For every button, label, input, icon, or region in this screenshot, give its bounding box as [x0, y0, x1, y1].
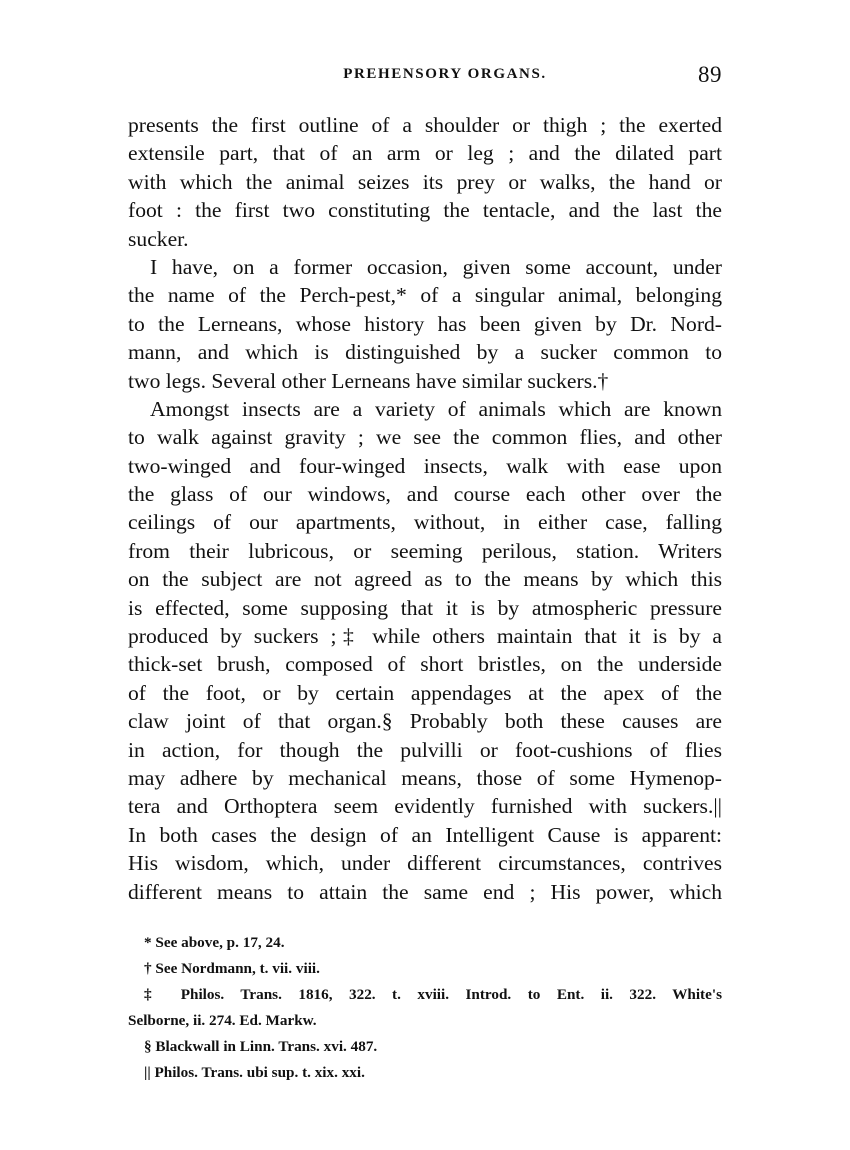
- paragraph-start-line: Amongst insects are a variety of animals which are known: [150, 396, 722, 421]
- text-line: presents the first outline of a shoulder or thigh ; the exerted: [128, 113, 722, 137]
- text-line: His wisdom, which, under different circumstances, contrives: [128, 851, 722, 876]
- footnote-continuation: Selborne, ii. 274. Ed. Markw.: [128, 1012, 317, 1029]
- text-line: to walk against gravity ; we see the common flies, and other: [128, 425, 722, 450]
- text-line: on the subject are not agreed as to the means by which this: [128, 567, 722, 592]
- text-line: sucker.: [128, 226, 189, 251]
- footnote: || Philos. Trans. ubi sup. t. xix. xxi.: [144, 1064, 365, 1081]
- text-line: in action, for though the pulvilli or foot-cushions of flies: [128, 737, 722, 762]
- text-line: with which the animal seizes its prey or walks, the hand or: [128, 169, 722, 194]
- text-line: two legs. Several other Lerneans have similar suckers.†: [128, 368, 609, 393]
- text-line: produced by suckers ;‡ while others maintain that it is by a: [128, 624, 722, 649]
- text-line: of the foot, or by certain appendages at the apex of the: [128, 680, 722, 705]
- footnote: * See above, p. 17, 24.: [144, 934, 285, 951]
- text-line: extensile part, that of an arm or leg ; and the dilated part: [128, 141, 722, 166]
- text-line: the name of the Perch-pest,* of a singular animal, belonging: [128, 283, 722, 308]
- text-line: different means to attain the same end ; His power, which: [128, 879, 722, 904]
- text-line: from their lubricous, or seeming perilous, station. Writers: [128, 538, 722, 563]
- text-line: may adhere by mechanical means, those of some Hymenop-: [128, 765, 722, 790]
- text-line: two-winged and four-winged insects, walk with ease upon: [128, 453, 722, 478]
- footnote: † See Nordmann, t. vii. viii.: [144, 960, 320, 977]
- page-number: 89: [698, 62, 722, 87]
- text-line: is effected, some supposing that it is by atmospheric pressure: [128, 595, 722, 620]
- text-line: to the Lerneans, whose history has been given by Dr. Nord-: [128, 311, 722, 336]
- running-title: PREHENSORY ORGANS.: [343, 66, 547, 82]
- body-text: [128, 111, 722, 906]
- footnote: § Blackwall in Linn. Trans. xvi. 487.: [144, 1038, 378, 1055]
- text-line: foot : the first two constituting the tentacle, and the last the: [128, 198, 722, 223]
- text-line: ceilings of our apartments, without, in either case, falling: [128, 510, 722, 535]
- running-head: [128, 62, 722, 92]
- text-line: claw joint of that organ.§ Probably both these causes are: [128, 709, 722, 734]
- text-line: mann, and which is distinguished by a sucker common to: [128, 340, 722, 365]
- paragraph-start-line: I have, on a former occasion, given some account, under: [150, 254, 722, 279]
- text-line: the glass of our windows, and course each other over the: [128, 482, 722, 507]
- footnotes: [128, 930, 722, 1086]
- text-line: tera and Orthoptera seem evidently furnished with suckers.||: [128, 794, 722, 819]
- text-line: In both cases the design of an Intelligent Cause is apparent:: [128, 822, 722, 847]
- text-line: thick-set brush, composed of short bristles, on the underside: [128, 652, 722, 677]
- footnote: ‡ Philos. Trans. 1816, 322. t. xviii. Introd. to Ent. ii. 322. White's: [144, 986, 722, 1003]
